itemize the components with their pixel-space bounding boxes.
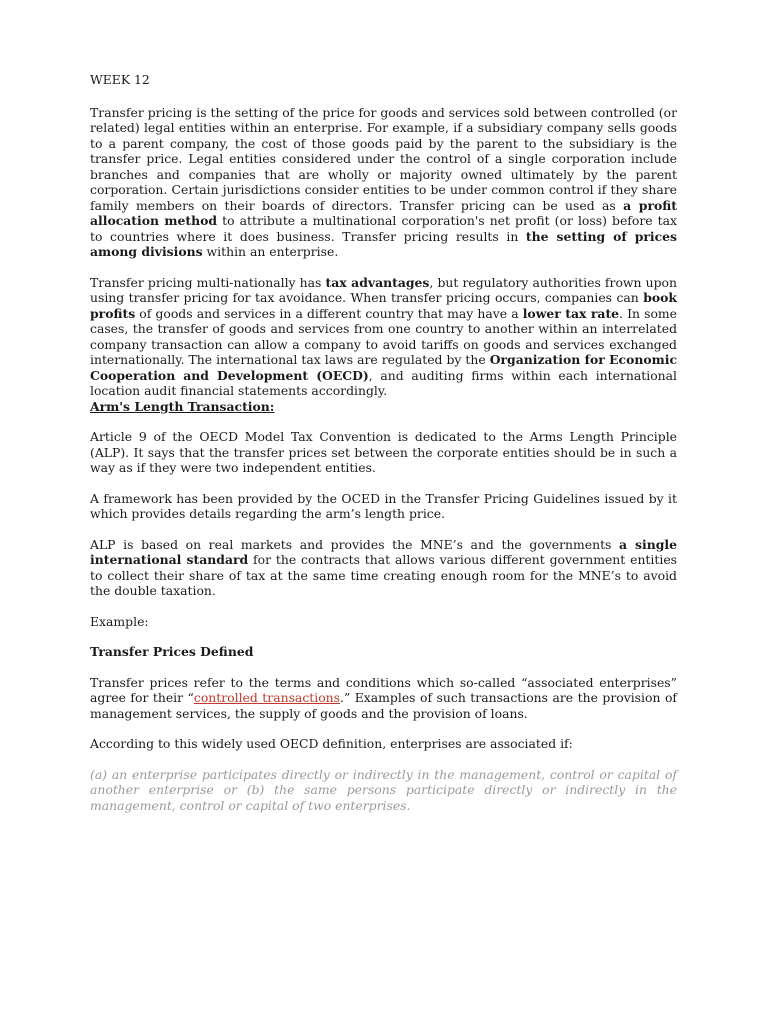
paragraph-tax-advantages — [90, 275, 677, 399]
controlled-transactions-link[interactable]: controlled transactions — [193, 690, 340, 705]
paragraph-article-9: Article 9 of the OECD Model Tax Convention is dedicated to the Arms Length Principle (ALP). It says that the transfer prices set between the corporate entities should be in such a way as if they were two independent entities. — [90, 429, 677, 475]
text-span: . In some cases, the transfer of goods and services from one country to another within an interrelated company transaction can allow a company to avoid tariffs on goods and services exchanged internationally. The international tax laws are regulated by the — [90, 305, 677, 367]
text-span: to attribute a multinational corporation's net profit (or loss) before tax to countries where it does business. Transfer pricing results in — [90, 213, 677, 244]
text-span: Transfer pricing is the setting of the price for goods and services sold between controlled (or related) legal entities within an enterprise. For example, if a subsidiary company sells goods to a parent company, the cost of those goods paid by the parent to the subsidiary is the transfer price. Legal entities considered under the control of a single corporation include branches and companies that are wholly or majority owned ultimately by the parent corporation. Certain jurisdictions consider entities to be under common control if they share family members on their boards of directors. Transfer pricing can be used as — [90, 104, 678, 213]
bold-phrase: lower tax rate — [522, 305, 620, 321]
paragraph-alp — [90, 537, 677, 599]
heading-transfer-prices — [90, 644, 677, 660]
text-span: Transfer prices refer to the terms and conditions which so-called “associated enterprises” agree for their “ — [90, 674, 677, 705]
paragraph-framework: A framework has been provided by the OCED in the Transfer Pricing Guidelines issued by it which provides details regarding the arm’s length price. — [90, 490, 677, 521]
text-span: .” Examples of such transactions are the provision of management services, the supply of goods and the provision of loans. — [90, 690, 677, 721]
bold-phrase: a profit allocation method — [90, 197, 677, 228]
text-span: , but regulatory authorities frown upon using transfer pricing for tax avoidance. When transfer pricing occurs, companies can — [90, 274, 677, 305]
week-label: WEEK 12 — [90, 72, 150, 87]
text-span: of goods and services in a different country that may have a — [135, 305, 523, 321]
text-span: , and auditing firms within each international location audit financial statements accordingly. — [90, 367, 677, 398]
text-span: Transfer pricing multi-nationally has — [90, 274, 326, 290]
paragraph-transfer-pricing-intro — [90, 105, 677, 260]
bold-phrase: the setting of prices among divisions — [90, 228, 678, 259]
text-span: for the contracts that allows various different government entities to collect their share of tax at the same time creating enough room for the MNE’s to avoid the double taxation. — [90, 552, 678, 598]
example-label: Example: — [90, 613, 149, 629]
heading-text: Transfer Prices Defined — [90, 644, 254, 659]
quote-association-criteria: (a) an enterprise participates directly or indirectly in the management, control or capital of another enterprise or (b) the same persons participate directly or indirectly in the management, control or capital of two enterprises. — [90, 766, 677, 813]
text-span: within an enterprise. — [202, 244, 339, 259]
bold-phrase: tax advantages — [325, 274, 430, 290]
paragraph-transfer-prices-defined — [90, 675, 677, 722]
bold-phrase: Organization for Economic Cooperation and Development (OECD) — [90, 352, 678, 383]
text-span: ALP is based on real markets and provides the MNE’s and the governments — [90, 536, 620, 552]
bold-phrase: book profits — [90, 290, 677, 321]
document-page — [90, 72, 677, 813]
heading-arms-length: Arm's Length Transaction: — [90, 398, 275, 414]
bold-phrase: a single international standard — [90, 536, 677, 567]
paragraph-oecd-definition: According to this widely used OECD definition, enterprises are associated if: — [90, 736, 573, 751]
